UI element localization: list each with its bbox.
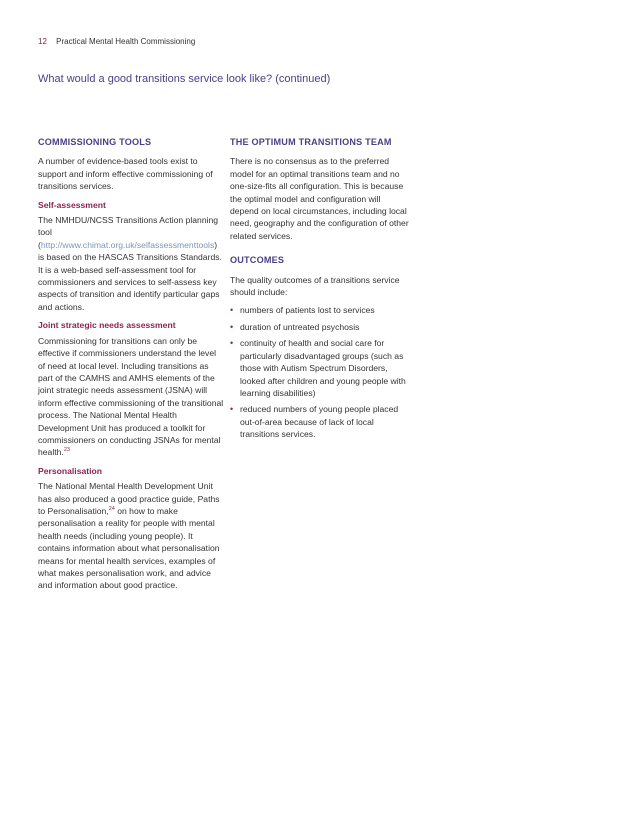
list-item bbox=[230, 304, 410, 316]
page-title: What would a good transitions service look like? (continued) bbox=[38, 73, 331, 85]
page-number: 12 bbox=[38, 37, 47, 46]
list-item bbox=[230, 321, 410, 333]
right-column bbox=[230, 136, 410, 445]
commissioning-tools-intro: A number of evidence-based tools exist to support and inform effective commissioning of transitions services. bbox=[38, 156, 213, 192]
bullet-icon: • bbox=[230, 321, 234, 332]
personalisation-heading: Personalisation bbox=[38, 465, 102, 476]
optimum-team-paragraph: There is no consensus as to the preferred model for an optimal transitions team and no one-size-fits all configuration. This is because the optimal model and configuration will depend on local circumstances, including local need, geography and the configuration of other related services. bbox=[230, 156, 409, 241]
self-assessment-text-end: ) is based on the HASCAS Transitions Standards. It is a web-based self-assessment tool for commissioners and services to self-assess key aspects of transition and identify particular gaps and actions. bbox=[38, 239, 222, 312]
jsna-heading: Joint strategic needs assessment bbox=[38, 320, 176, 331]
publication-title: Practical Mental Health Commissioning bbox=[56, 37, 196, 46]
outcomes-list bbox=[230, 304, 410, 440]
bullet-icon: • bbox=[230, 305, 234, 316]
left-column bbox=[38, 136, 224, 598]
jsna-paragraph bbox=[38, 335, 224, 459]
outcome-text: numbers of patients lost to services bbox=[240, 305, 375, 316]
self-assessment-text-start: The NMHDU/NCSS Transitions Action planning tool ( bbox=[38, 215, 219, 250]
personalisation-paragraph bbox=[38, 480, 224, 592]
personalisation-text-start: The National Mental Health Development Unit has also produced a good practice guide, Paths to Personalisation, bbox=[38, 481, 220, 516]
commissioning-tools-heading: COMMISSIONING TOOLS bbox=[38, 137, 152, 147]
bullet-icon: • bbox=[230, 338, 234, 349]
chimat-link[interactable]: http://www.chimat.org.uk/selfassessmenttools bbox=[40, 239, 215, 250]
outcomes-intro: The quality outcomes of a transitions service should include: bbox=[230, 274, 400, 298]
outcome-text: continuity of health and social care for particularly disadvantaged groups (such as those with Autism Spectrum Disorders, looked after children and young people with learning disabilities) bbox=[240, 338, 406, 398]
bullet-icon: • bbox=[230, 404, 234, 415]
footnote-ref-24: 24 bbox=[108, 506, 115, 513]
self-assessment-heading: Self-assessment bbox=[38, 199, 106, 210]
list-item bbox=[230, 337, 410, 399]
optimum-team-heading: THE OPTIMUM TRANSITIONS TEAM bbox=[230, 137, 392, 147]
list-item bbox=[230, 403, 410, 440]
outcomes-heading: OUTCOMES bbox=[230, 255, 285, 266]
footnote-ref-23: 23 bbox=[63, 447, 70, 454]
personalisation-text-end: on how to make personalisation a reality for people with mental health needs (including young people). It contains information about what personalisation means for mental health services, examples of what makes personalisation work, and advice and information about good practice. bbox=[38, 505, 220, 591]
self-assessment-paragraph bbox=[38, 214, 224, 313]
jsna-text: Commissioning for transitions can only be effective if commissioners understand the level of need at local level. Including transitions as part of the CAMHS and AMHS elements of the joint strategic needs assessment (JSNA) will inform effective commissioning of the transitional process. The National Mental Health Development Unit has produced a toolkit for commissioners on conducting JSNAs for mental health. bbox=[38, 335, 224, 458]
running-header bbox=[38, 37, 195, 46]
outcome-text: reduced numbers of young people placed out-of-area because of lack of local transitions services. bbox=[240, 404, 399, 440]
outcome-text: duration of untreated psychosis bbox=[240, 321, 360, 332]
